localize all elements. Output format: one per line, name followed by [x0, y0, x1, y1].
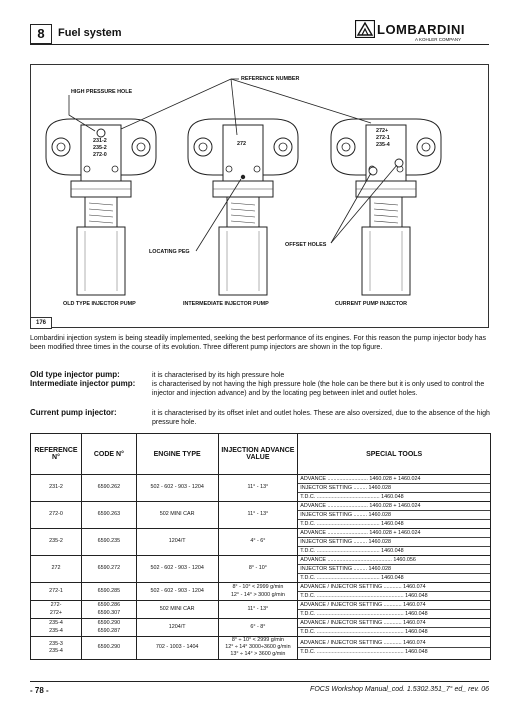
term-intermediate-pump: Intermediate injector pump:	[30, 379, 136, 388]
cell-advance-text: 11° - 13°	[247, 605, 269, 612]
cell-advance	[218, 583, 298, 601]
header-rule	[30, 44, 489, 45]
table-row	[31, 502, 491, 529]
cell-engine-type-text: 502 - 602 - 903 - 1204	[150, 587, 204, 594]
table-row	[31, 601, 491, 619]
cell-code-text: 6590.290	[97, 644, 121, 651]
cell-engine-type-text: 1204/T	[168, 623, 186, 630]
cell-reference	[31, 556, 82, 583]
cell-code	[81, 556, 136, 583]
figure-number: 176	[30, 317, 52, 329]
table-header-row	[31, 434, 491, 475]
cell-code-text: 6590.286 6590.307	[97, 602, 121, 616]
cell-reference	[31, 619, 82, 637]
logo-mark-icon	[355, 20, 375, 38]
cell-code	[81, 475, 136, 502]
cell-engine-type	[136, 502, 218, 529]
cell-engine-type	[136, 583, 218, 601]
pump1-ref-2: 235-2	[93, 145, 107, 151]
cell-code-text: 6590.263	[97, 511, 121, 518]
pump1-ref-1: 231-2	[93, 138, 107, 144]
pump2-ref-1: 272	[237, 141, 246, 147]
cell-engine-type	[136, 556, 218, 583]
tool-line: ADVANCE / INJECTOR SETTING ............ 1460.074	[298, 583, 490, 592]
caption-current-pump: CURRENT PUMP INJECTOR	[335, 301, 407, 307]
cell-advance-text: 8° - 10° < 2999 g/min 12° - 14° > 3000 g/min	[230, 584, 285, 598]
cell-special-tools	[298, 583, 491, 601]
page-number: - 78 -	[30, 686, 49, 695]
cell-engine-type-text: 502 MINI CAR	[159, 605, 195, 612]
logo-wordmark: LOMBARDINI	[377, 22, 466, 37]
tool-line: ADVANCE ........................... 1460.028 + 1460.024	[298, 502, 490, 511]
cell-advance	[218, 502, 298, 529]
cell-special-tools	[298, 529, 491, 556]
cell-advance	[218, 475, 298, 502]
tool-line: T.D.C. .......................................................... 1460.048	[300, 629, 428, 635]
cell-advance	[218, 601, 298, 619]
cell-special-tools	[298, 502, 491, 529]
brand-logo	[355, 20, 495, 46]
cell-reference-text: 235-2	[49, 538, 63, 545]
cell-code	[81, 601, 136, 619]
header-injection-advance: INJECTION ADVANCE VALUE	[218, 434, 298, 475]
table-row	[31, 475, 491, 502]
cell-code-text: 6590.285	[97, 587, 121, 594]
tool-line: T.D.C. .......................................................... 1460.048	[300, 611, 428, 617]
cell-engine-type	[136, 601, 218, 619]
label-reference-number: REFERENCE NUMBER	[241, 76, 300, 82]
cell-special-tools	[298, 619, 491, 637]
header-special-tools: SPECIAL TOOLS	[298, 434, 491, 475]
tool-line: T.D.C. .......................................... 1460.048	[300, 575, 404, 581]
table-row	[31, 637, 491, 660]
cell-advance	[218, 556, 298, 583]
cell-advance-text: 4° - 6°	[250, 538, 266, 545]
cell-reference	[31, 637, 82, 660]
tool-line: INJECTOR SETTING ......... 1460.028	[298, 565, 490, 574]
chapter-number: 8	[30, 24, 52, 44]
cell-reference	[31, 529, 82, 556]
header-engine-type: ENGINE TYPE	[136, 434, 218, 475]
cell-code-text: 6590.290 6590.287	[97, 620, 121, 634]
cell-engine-type	[136, 619, 218, 637]
header-reference: REFERENCE N°	[31, 434, 82, 475]
cell-reference-text: 235-4 235-4	[49, 620, 63, 634]
header-code: CODE N°	[81, 434, 136, 475]
tool-line: T.D.C. .......................................................... 1460.048	[300, 593, 428, 599]
cell-engine-type	[136, 475, 218, 502]
cell-code-text: 6590.272	[97, 565, 121, 572]
term-current-pump: Current pump injector:	[30, 408, 117, 417]
cell-special-tools	[298, 601, 491, 619]
cell-advance-text: 11° - 13°	[247, 484, 269, 491]
cell-advance	[218, 619, 298, 637]
tool-line: T.D.C. .......................................... 1460.048	[300, 521, 404, 527]
document-reference: FOCS Workshop Manual_cod. 1.5302.351_7° ed_ rev. 06	[310, 686, 489, 693]
cell-reference-text: 272	[51, 565, 61, 572]
cell-reference	[31, 502, 82, 529]
tool-line: ADVANCE / INJECTOR SETTING ............ 1460.074	[298, 601, 490, 610]
injector-spec-table	[30, 433, 491, 660]
cell-reference	[31, 475, 82, 502]
caption-intermediate-pump: INTERMEDIATE INJECTOR PUMP	[183, 301, 269, 307]
cell-special-tools	[298, 475, 491, 502]
term-old-pump: Old type injector pump:	[30, 370, 120, 379]
cell-reference-text: 272- 272+	[49, 602, 63, 616]
cell-advance-text: 8° - 10°	[248, 565, 267, 572]
tool-line: INJECTOR SETTING ......... 1460.028	[298, 484, 490, 493]
table-row	[31, 556, 491, 583]
tool-line: ADVANCE ........................... 1460.028 + 1460.024	[298, 529, 490, 538]
label-locating-peg: LOCATING PEG	[149, 249, 190, 255]
cell-code	[81, 529, 136, 556]
chapter-title: Fuel system	[58, 27, 122, 39]
footer-rule	[30, 681, 489, 682]
cell-code	[81, 583, 136, 601]
cell-engine-type-text: 1204/T	[168, 538, 186, 545]
cell-reference	[31, 583, 82, 601]
cell-reference-text: 231-2	[49, 484, 63, 491]
table-row	[31, 529, 491, 556]
text-current-pump: it is characterised by its offset inlet and outlet holes. These are also oversized, due to the absence of the high pressure hole.	[152, 410, 490, 427]
cell-code	[81, 619, 136, 637]
tool-line: INJECTOR SETTING ......... 1460.028	[298, 511, 490, 520]
cell-advance-text: 11° - 13°	[247, 511, 269, 518]
pump3-ref-1: 272+	[376, 128, 389, 134]
table-row	[31, 619, 491, 637]
injector-pumps-drawing-icon	[31, 65, 488, 327]
cell-engine-type-text: 502 - 602 - 903 - 1204	[150, 565, 204, 572]
tool-line: T.D.C. .......................................................... 1460.048	[300, 649, 428, 656]
cell-engine-type	[136, 529, 218, 556]
intro-paragraph: Lombardini injection system is being steadily implemented, seeking the best performance of its engines. For this reason the pump injector body has been modified three times in the course of its evolution. Three different pump injectors are shown in the top figure.	[30, 335, 487, 352]
cell-engine-type	[136, 637, 218, 660]
cell-reference-text: 272-1	[49, 587, 63, 594]
pump1-ref-3: 272-0	[93, 152, 107, 158]
cell-advance-text: 8° ÷ 10° < 2999 g/min 12° ÷ 14° 3000÷3600 g/min 13° ÷ 14° > 3600 g/min	[225, 637, 291, 658]
tool-line: T.D.C. .......................................... 1460.048	[300, 494, 404, 500]
cell-engine-type-text: 702 - 1003 - 1404	[155, 644, 199, 651]
tool-line: ADVANCE ........................................... 1460.056	[298, 556, 490, 565]
label-offset-holes: OFFSET HOLES	[285, 242, 327, 248]
cell-code-text: 6590.262	[97, 484, 121, 491]
tool-line: ADVANCE / INJECTOR SETTING ............ 1460.074	[298, 619, 490, 628]
caption-old-pump: OLD TYPE INJECTOR PUMP	[63, 301, 136, 307]
pump3-ref-2: 272-1	[376, 135, 390, 141]
table-row	[31, 583, 491, 601]
tool-line: T.D.C. .......................................... 1460.048	[300, 548, 404, 554]
tool-line: ADVANCE ........................... 1460.028 + 1460.024	[298, 475, 490, 484]
text-old-pump: it is characterised by its high pressure hole	[152, 372, 285, 379]
cell-reference-text: 272-0	[49, 511, 63, 518]
cell-code	[81, 502, 136, 529]
injector-pump-figure	[30, 64, 489, 328]
cell-reference-text: 235-3 235-4	[49, 640, 63, 654]
pump3-ref-3: 235-4	[376, 142, 390, 148]
cell-engine-type-text: 502 - 602 - 903 - 1204	[150, 484, 204, 491]
logo-subtitle: A KOHLER COMPANY	[415, 37, 462, 42]
cell-special-tools	[298, 556, 491, 583]
cell-code-text: 6590.235	[97, 538, 121, 545]
cell-reference	[31, 601, 82, 619]
cell-advance	[218, 529, 298, 556]
cell-advance	[218, 637, 298, 660]
cell-code	[81, 637, 136, 660]
cell-special-tools	[298, 637, 491, 660]
cell-engine-type-text: 502 MINI CAR	[159, 511, 195, 518]
tool-line: ADVANCE / INJECTOR SETTING ............ 1460.074	[298, 639, 490, 648]
tool-line: INJECTOR SETTING ......... 1460.028	[298, 538, 490, 547]
cell-advance-text: 6° - 8°	[250, 623, 266, 630]
text-intermediate-pump: is characterised by not having the high pressure hole (the hole can be there but it is only used to control the injector and injection advance) and by the locating peg between inlet and outlet holes.	[152, 381, 485, 398]
label-high-pressure-hole: HIGH PRESSURE HOLE	[71, 89, 133, 95]
